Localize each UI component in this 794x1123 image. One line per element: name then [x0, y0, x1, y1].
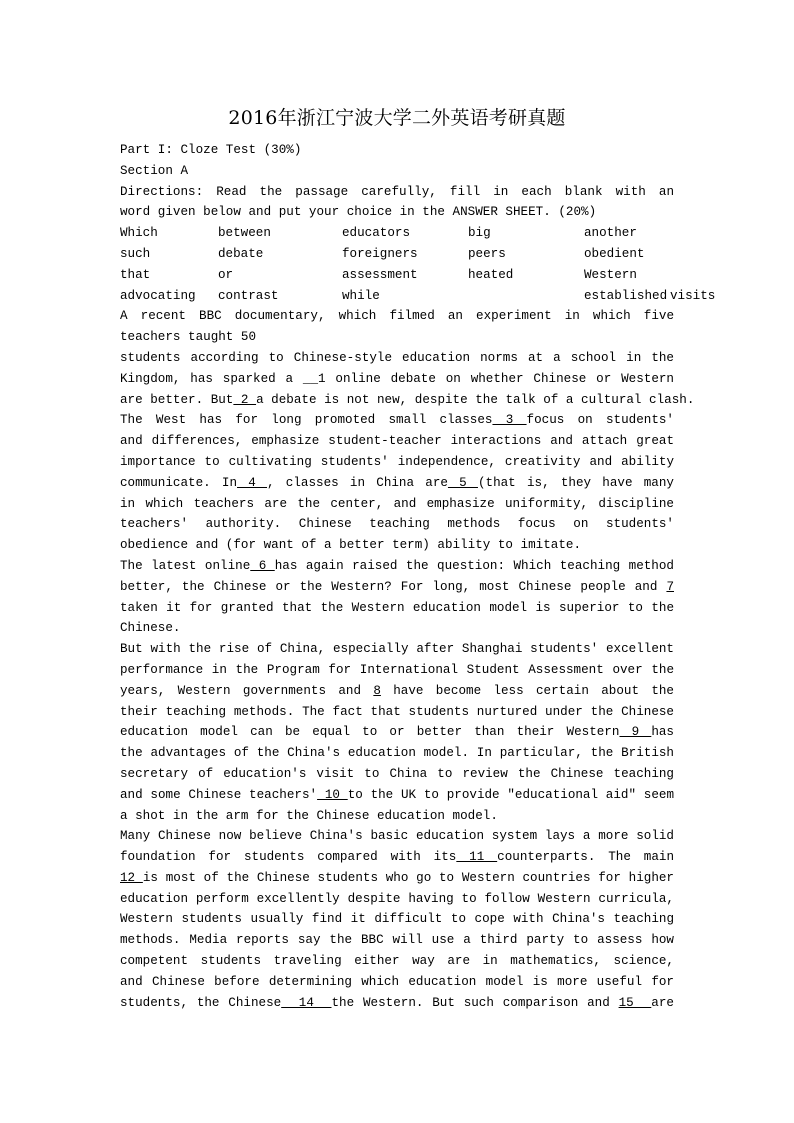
passage-line: Kingdom, has sparked a __1 online debate on whether Chinese or Western: [120, 371, 674, 386]
answer-blank: 3: [492, 413, 527, 428]
word-bank-word: Which: [120, 226, 158, 241]
passage-line: methods. Media reports say the BBC will use a third party to assess how: [120, 933, 674, 948]
passage-line: obedience and (for want of a better term) ability to imitate.: [120, 538, 582, 553]
passage-line: Chinese.: [120, 621, 181, 636]
passage-line: and Chinese before determining which education model is more useful for: [120, 974, 674, 989]
word-bank: [120, 223, 716, 306]
answer-blank: 5: [447, 475, 478, 490]
answer-blank: 15: [618, 995, 652, 1010]
word-bank-word: assessment: [342, 267, 418, 282]
passage-line: communicate. In 4 , classes in China are 5 (that is, they have many: [120, 475, 674, 490]
passage-line: education perform excellently despite having to follow Western curricula,: [120, 891, 674, 906]
word-bank-word: between: [218, 226, 271, 241]
answer-blank: 6: [250, 558, 275, 573]
passage-line: teachers' authority. Chinese teaching methods focus on students': [120, 517, 674, 532]
word-bank-word: advocating: [120, 288, 196, 303]
word-bank-word: peers: [468, 246, 506, 261]
passage-line: teachers taught 50: [120, 330, 257, 345]
answer-blank: 10: [317, 787, 348, 802]
word-bank-word: another: [584, 226, 637, 241]
word-bank-word: established: [584, 288, 668, 303]
word-bank-word: [670, 265, 774, 286]
word-bank-word: obedient: [584, 246, 645, 261]
word-bank-word: heated: [468, 267, 514, 282]
answer-blank: 9: [619, 725, 652, 740]
passage-line: and some Chinese teachers' 10 to the UK to provide "educational aid" seem: [120, 787, 674, 802]
passage-line: years, Western governments and 8 have become less certain about the: [120, 683, 674, 698]
passage-line: are better. But 2 a debate is not new, despite the talk of a cultural clash.: [120, 392, 695, 407]
word-bank-word: educators: [342, 226, 411, 241]
answer-blank: 2: [233, 392, 257, 407]
passage-line: performance in the Program for International Student Assessment over the: [120, 662, 674, 677]
word-bank-word: [670, 244, 774, 265]
passage-line: But with the rise of China, especially after Shanghai students' excellent: [120, 642, 674, 657]
passage-line: Many Chinese now believe China's basic education system lays a more solid: [120, 829, 674, 844]
passage-line: in which teachers are the center, and emphasize uniformity, discipline: [120, 496, 674, 511]
passage-line: taken it for granted that the Western education model is superior to the: [120, 600, 674, 615]
passage-line: their teaching methods. The fact that students nurtured under the Chinese: [120, 704, 674, 719]
passage-line: the advantages of the China's education model. In particular, the British: [120, 746, 674, 761]
word-bank-row: [120, 244, 674, 265]
passage-line: education model can be equal to or better than their Western 9 has: [120, 725, 674, 740]
word-bank-word: debate: [218, 246, 264, 261]
answer-blank: 4: [237, 475, 268, 490]
word-bank-word: big: [468, 226, 491, 241]
word-bank-row: [120, 286, 716, 307]
passage-line: Western students usually find it difficult to cope with China's teaching: [120, 912, 674, 927]
answer-blank: 7: [666, 579, 674, 594]
passage-line: A recent BBC documentary, which filmed an experiment in which five: [120, 309, 674, 324]
passage-line: foundation for students compared with its 11 counterparts. The main: [120, 850, 674, 865]
word-bank-word: [670, 223, 774, 244]
passage-line: 12 is most of the Chinese students who go to Western countries for higher: [120, 870, 674, 885]
section-heading: Section A: [120, 163, 189, 178]
word-bank-word: [468, 286, 584, 307]
word-bank-word: that: [120, 267, 151, 282]
word-bank-word: visits: [670, 288, 716, 303]
answer-blank: 8: [373, 683, 381, 698]
word-bank-row: [120, 265, 674, 286]
passage-line: students according to Chinese-style education norms at a school in the: [120, 350, 674, 365]
passage-line: importance to cultivating students' independence, creativity and ability: [120, 454, 674, 469]
passage-line: students, the Chinese 14 the Western. But such comparison and 15 are: [120, 995, 674, 1010]
word-bank-word: or: [218, 267, 234, 282]
passage-line: The latest online 6 has again raised the question: Which teaching method: [120, 558, 674, 573]
exam-body: [120, 140, 716, 1013]
word-bank-word: contrast: [218, 288, 279, 303]
word-bank-word: foreigners: [342, 246, 418, 261]
word-bank-row: [120, 223, 674, 244]
passage-line: better, the Chinese or the Western? For long, most Chinese people and 7: [120, 579, 674, 594]
answer-blank: 14: [281, 995, 332, 1010]
word-bank-word: Western: [584, 267, 637, 282]
word-bank-word: such: [120, 246, 151, 261]
part-heading: Part I: Cloze Test (30%): [120, 143, 302, 157]
passage-line: a shot in the arm for the Chinese education model.: [120, 808, 498, 823]
passage: [120, 306, 695, 1013]
directions-line: word given below and put your choice in the ANSWER SHEET. (20%): [120, 205, 597, 220]
directions-line: Directions: Read the passage carefully, fill in each blank with an: [120, 184, 674, 199]
passage-line: competent students traveling either way are in mathematics, science,: [120, 954, 674, 969]
page-title: 2016年浙江宁波大学二外英语考研真题: [228, 107, 566, 129]
passage-line: and differences, emphasize student-teacher interactions and attach great: [120, 434, 674, 449]
passage-line: The West has for long promoted small classes 3 focus on students': [120, 413, 674, 428]
word-bank-word: while: [342, 288, 380, 303]
answer-blank: 12: [120, 870, 143, 885]
passage-line: secretary of education's visit to China to review the Chinese teaching: [120, 766, 674, 781]
answer-blank: 11: [456, 850, 498, 865]
